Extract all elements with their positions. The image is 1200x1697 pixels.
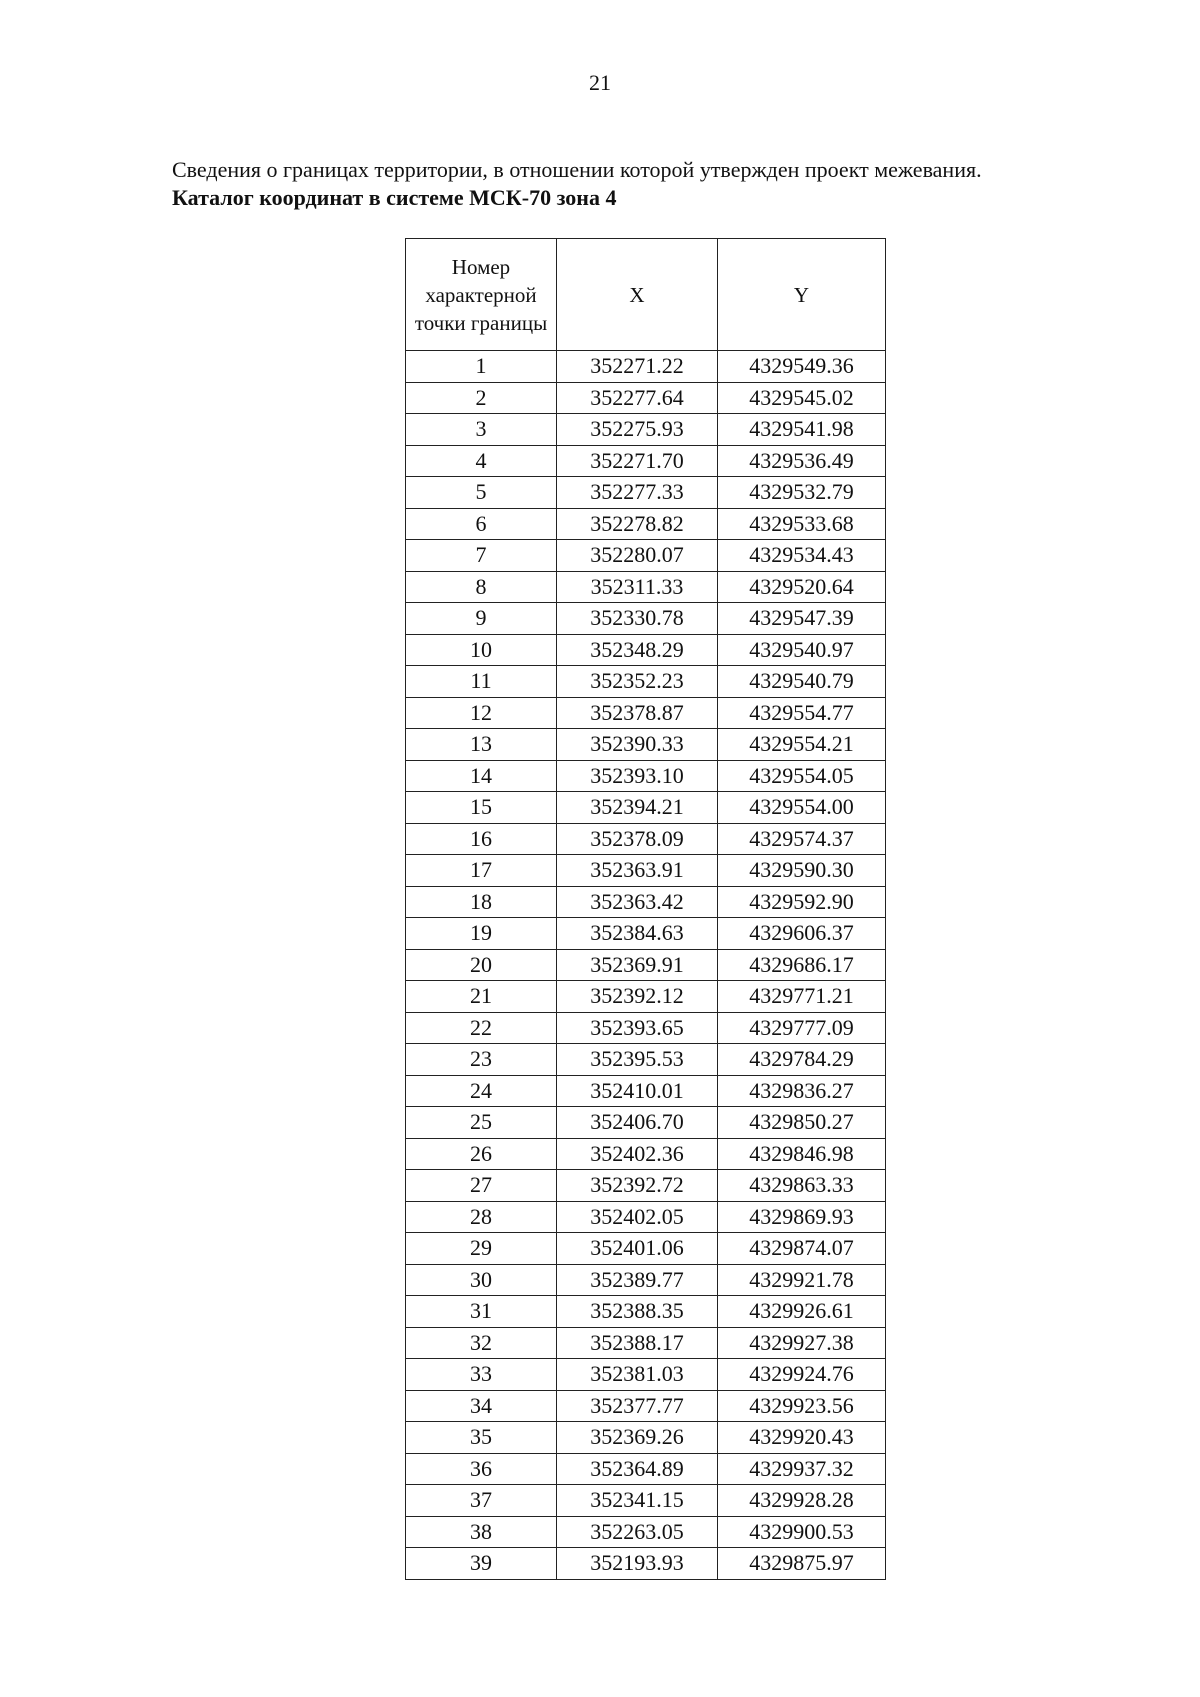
table-row	[406, 382, 886, 414]
cell-x: 352388.35	[557, 1296, 718, 1328]
cell-x: 352402.36	[557, 1138, 718, 1170]
cell-point-number: 20	[406, 949, 557, 981]
cell-y: 4329863.33	[718, 1170, 886, 1202]
cell-point-number: 2	[406, 382, 557, 414]
table-row	[406, 792, 886, 824]
cell-x: 352271.70	[557, 445, 718, 477]
table-row	[406, 1548, 886, 1580]
table-row	[406, 1296, 886, 1328]
cell-point-number: 23	[406, 1044, 557, 1076]
cell-x: 352395.53	[557, 1044, 718, 1076]
cell-y: 4329771.21	[718, 981, 886, 1013]
cell-x: 352394.21	[557, 792, 718, 824]
cell-y: 4329850.27	[718, 1107, 886, 1139]
table-row	[406, 1075, 886, 1107]
cell-x: 352330.78	[557, 603, 718, 635]
cell-y: 4329533.68	[718, 508, 886, 540]
table-row	[406, 540, 886, 572]
cell-x: 352369.91	[557, 949, 718, 981]
cell-x: 352363.42	[557, 886, 718, 918]
cell-point-number: 37	[406, 1485, 557, 1517]
cell-point-number: 10	[406, 634, 557, 666]
table-row	[406, 666, 886, 698]
table-row	[406, 1012, 886, 1044]
cell-x: 352193.93	[557, 1548, 718, 1580]
cell-y: 4329937.32	[718, 1453, 886, 1485]
cell-y: 4329924.76	[718, 1359, 886, 1391]
cell-point-number: 27	[406, 1170, 557, 1202]
table-row	[406, 1044, 886, 1076]
table-row	[406, 1170, 886, 1202]
cell-y: 4329869.93	[718, 1201, 886, 1233]
table-row	[406, 823, 886, 855]
header-x: X	[557, 239, 718, 351]
cell-y: 4329784.29	[718, 1044, 886, 1076]
cell-x: 352388.17	[557, 1327, 718, 1359]
cell-y: 4329926.61	[718, 1296, 886, 1328]
table-header-row	[406, 239, 886, 351]
cell-point-number: 24	[406, 1075, 557, 1107]
cell-y: 4329592.90	[718, 886, 886, 918]
cell-point-number: 25	[406, 1107, 557, 1139]
table-row	[406, 351, 886, 383]
header-point-number: Номер характерной точки границы	[406, 239, 557, 351]
cell-y: 4329874.07	[718, 1233, 886, 1265]
cell-x: 352392.72	[557, 1170, 718, 1202]
cell-x: 352406.70	[557, 1107, 718, 1139]
cell-point-number: 9	[406, 603, 557, 635]
cell-y: 4329921.78	[718, 1264, 886, 1296]
cell-y: 4329554.00	[718, 792, 886, 824]
intro-text: Сведения о границах территории, в отношении которой утвержден проект межевания.	[172, 157, 982, 182]
cell-point-number: 16	[406, 823, 557, 855]
cell-x: 352369.26	[557, 1422, 718, 1454]
table-row	[406, 729, 886, 761]
table-body	[406, 351, 886, 1580]
table-row	[406, 1516, 886, 1548]
cell-y: 4329686.17	[718, 949, 886, 981]
table-row	[406, 1201, 886, 1233]
cell-point-number: 38	[406, 1516, 557, 1548]
table-row	[406, 1485, 886, 1517]
cell-point-number: 5	[406, 477, 557, 509]
cell-point-number: 4	[406, 445, 557, 477]
cell-point-number: 17	[406, 855, 557, 887]
table-row	[406, 1264, 886, 1296]
table-row	[406, 1390, 886, 1422]
table-row	[406, 949, 886, 981]
coordinates-table	[405, 238, 886, 1580]
cell-x: 352277.33	[557, 477, 718, 509]
cell-x: 352352.23	[557, 666, 718, 698]
cell-point-number: 32	[406, 1327, 557, 1359]
page-number: 21	[589, 70, 611, 95]
cell-point-number: 35	[406, 1422, 557, 1454]
cell-y: 4329928.28	[718, 1485, 886, 1517]
cell-y: 4329540.97	[718, 634, 886, 666]
cell-point-number: 22	[406, 1012, 557, 1044]
table-row	[406, 477, 886, 509]
table-row	[406, 1138, 886, 1170]
cell-point-number: 19	[406, 918, 557, 950]
cell-x: 352364.89	[557, 1453, 718, 1485]
cell-y: 4329574.37	[718, 823, 886, 855]
catalog-title: Каталог координат в системе МСК-70 зона 4	[172, 185, 617, 210]
cell-x: 352263.05	[557, 1516, 718, 1548]
cell-x: 352389.77	[557, 1264, 718, 1296]
cell-point-number: 7	[406, 540, 557, 572]
cell-x: 352280.07	[557, 540, 718, 572]
cell-y: 4329540.79	[718, 666, 886, 698]
table-row	[406, 603, 886, 635]
table-row	[406, 1422, 886, 1454]
cell-y: 4329554.77	[718, 697, 886, 729]
cell-x: 352378.09	[557, 823, 718, 855]
cell-y: 4329554.05	[718, 760, 886, 792]
cell-x: 352348.29	[557, 634, 718, 666]
cell-x: 352410.01	[557, 1075, 718, 1107]
cell-point-number: 30	[406, 1264, 557, 1296]
cell-point-number: 36	[406, 1453, 557, 1485]
cell-x: 352275.93	[557, 414, 718, 446]
cell-x: 352377.77	[557, 1390, 718, 1422]
cell-point-number: 28	[406, 1201, 557, 1233]
cell-y: 4329900.53	[718, 1516, 886, 1548]
cell-x: 352381.03	[557, 1359, 718, 1391]
cell-x: 352271.22	[557, 351, 718, 383]
table-row	[406, 508, 886, 540]
table-row	[406, 760, 886, 792]
cell-point-number: 33	[406, 1359, 557, 1391]
cell-x: 352311.33	[557, 571, 718, 603]
table-row	[406, 1107, 886, 1139]
table-row	[406, 1327, 886, 1359]
cell-y: 4329590.30	[718, 855, 886, 887]
cell-point-number: 1	[406, 351, 557, 383]
cell-y: 4329554.21	[718, 729, 886, 761]
cell-point-number: 29	[406, 1233, 557, 1265]
cell-point-number: 31	[406, 1296, 557, 1328]
table-row	[406, 1359, 886, 1391]
cell-point-number: 14	[406, 760, 557, 792]
cell-point-number: 3	[406, 414, 557, 446]
cell-y: 4329920.43	[718, 1422, 886, 1454]
cell-point-number: 13	[406, 729, 557, 761]
cell-y: 4329927.38	[718, 1327, 886, 1359]
cell-x: 352278.82	[557, 508, 718, 540]
cell-x: 352277.64	[557, 382, 718, 414]
cell-x: 352384.63	[557, 918, 718, 950]
cell-x: 352363.91	[557, 855, 718, 887]
table-row	[406, 981, 886, 1013]
header-y: Y	[718, 239, 886, 351]
cell-point-number: 18	[406, 886, 557, 918]
cell-y: 4329923.56	[718, 1390, 886, 1422]
cell-point-number: 11	[406, 666, 557, 698]
cell-x: 352392.12	[557, 981, 718, 1013]
cell-y: 4329549.36	[718, 351, 886, 383]
cell-y: 4329541.98	[718, 414, 886, 446]
table-row	[406, 918, 886, 950]
cell-point-number: 12	[406, 697, 557, 729]
cell-y: 4329836.27	[718, 1075, 886, 1107]
cell-y: 4329777.09	[718, 1012, 886, 1044]
cell-x: 352393.65	[557, 1012, 718, 1044]
cell-x: 352402.05	[557, 1201, 718, 1233]
cell-y: 4329532.79	[718, 477, 886, 509]
table-row	[406, 697, 886, 729]
cell-x: 352393.10	[557, 760, 718, 792]
table-row	[406, 1233, 886, 1265]
cell-y: 4329520.64	[718, 571, 886, 603]
cell-y: 4329547.39	[718, 603, 886, 635]
cell-point-number: 39	[406, 1548, 557, 1580]
cell-point-number: 21	[406, 981, 557, 1013]
cell-x: 352341.15	[557, 1485, 718, 1517]
table-row	[406, 571, 886, 603]
cell-x: 352390.33	[557, 729, 718, 761]
cell-point-number: 15	[406, 792, 557, 824]
cell-x: 352401.06	[557, 1233, 718, 1265]
cell-point-number: 34	[406, 1390, 557, 1422]
cell-x: 352378.87	[557, 697, 718, 729]
cell-point-number: 6	[406, 508, 557, 540]
table-row	[406, 886, 886, 918]
cell-point-number: 8	[406, 571, 557, 603]
cell-y: 4329875.97	[718, 1548, 886, 1580]
cell-y: 4329606.37	[718, 918, 886, 950]
table-row	[406, 634, 886, 666]
cell-y: 4329536.49	[718, 445, 886, 477]
cell-y: 4329846.98	[718, 1138, 886, 1170]
cell-y: 4329534.43	[718, 540, 886, 572]
table-row	[406, 445, 886, 477]
table-row	[406, 414, 886, 446]
table-row	[406, 1453, 886, 1485]
cell-y: 4329545.02	[718, 382, 886, 414]
cell-point-number: 26	[406, 1138, 557, 1170]
table-row	[406, 855, 886, 887]
